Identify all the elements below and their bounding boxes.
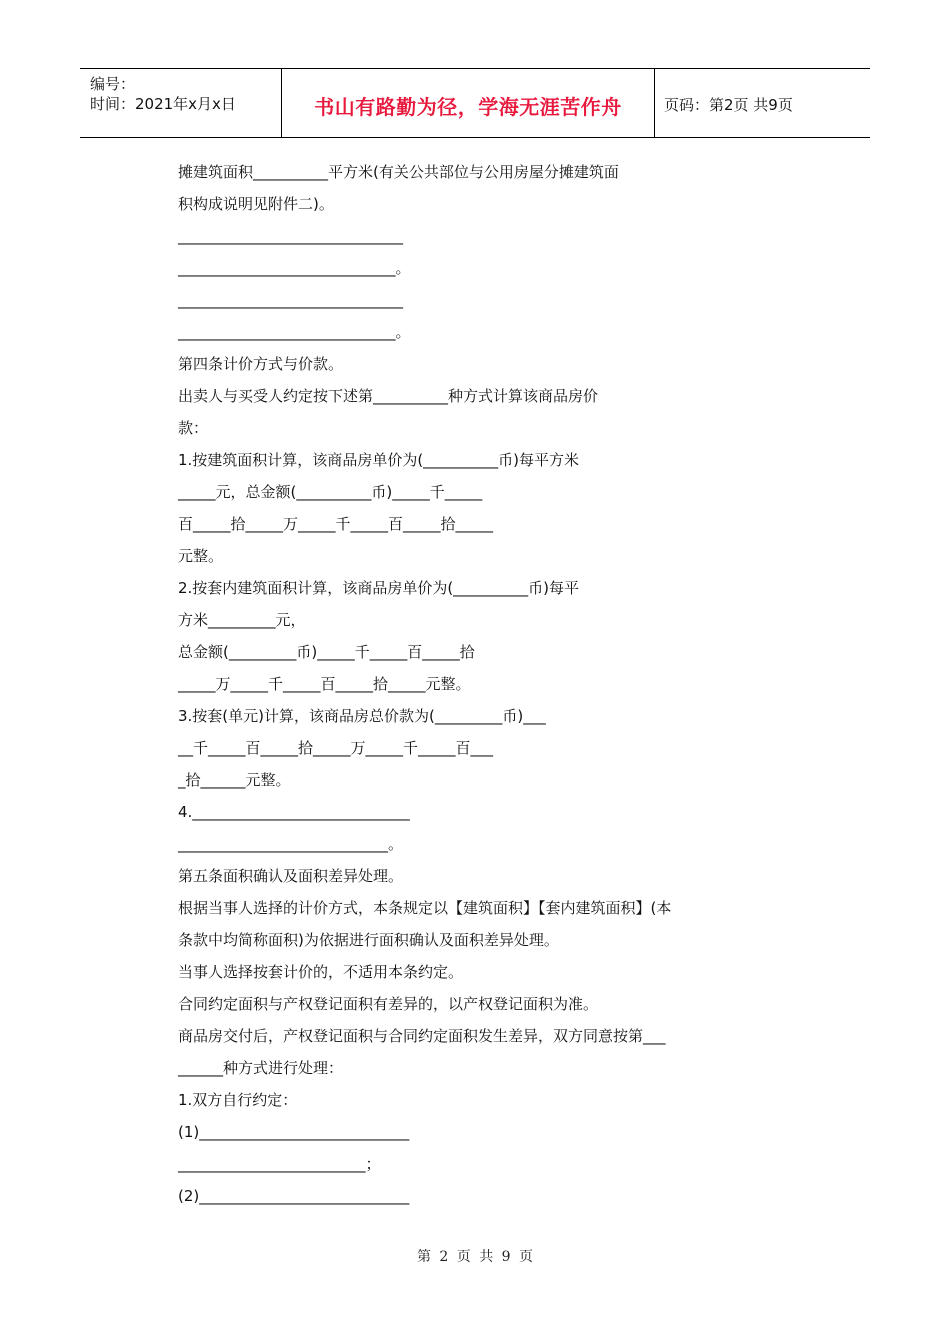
body-line: 款： (178, 419, 209, 437)
body-line: ______________________________ (178, 227, 403, 245)
body-line: 出卖人与买受人约定按下述第__________种方式计算该商品房价 (178, 387, 599, 405)
body-line: 3.按套(单元)计算，该商品房总价款为(_________币)___ (178, 707, 546, 725)
body-line: _____________________________。 (178, 259, 411, 277)
body-line: 4._____________________________ (178, 803, 410, 821)
header-motto: 书山有路勤为径，学海无涯苦作舟 (314, 95, 622, 119)
body-line: (1)____________________________ (178, 1123, 410, 1141)
document-time-label: 时间：2021年x月x日 (90, 95, 236, 113)
body-line: 摊建筑面积__________平方米(有关公共部位与公用房屋分摊建筑面 (178, 163, 619, 181)
body-line: _____万_____千_____百_____拾_____元整。 (178, 675, 471, 693)
body-line: _________________________； (178, 1155, 381, 1173)
page-header (80, 68, 870, 138)
body-line: 百_____拾_____万_____千_____百_____拾_____ (178, 515, 494, 533)
body-line: 当事人选择按套计价的，不适用本条约定。 (178, 963, 464, 981)
section-heading: 第五条面积确认及面积差异处理。 (178, 867, 404, 885)
header-motto-cell (281, 69, 655, 137)
header-left-cell (80, 69, 280, 137)
body-line: 1.双方自行约定： (178, 1091, 298, 1109)
section-heading: 第四条计价方式与价款。 (178, 355, 344, 373)
header-page-info: 页码：第2页 共9页 (664, 96, 793, 114)
body-line: 根据当事人选择的计价方式，本条规定以【建筑面积】【套内建筑面积】(本 (178, 899, 672, 917)
body-line: ______种方式进行处理： (178, 1059, 344, 1077)
body-line: 2.按套内建筑面积计算，该商品房单价为(__________币)每平 (178, 579, 580, 597)
body-line: 方米_________元， (178, 611, 306, 629)
body-line: ____________________________。 (178, 835, 404, 853)
body-line: 合同约定面积与产权登记面积有差异的，以产权登记面积为准。 (178, 995, 599, 1013)
body-line: __千_____百_____拾_____万_____千_____百___ (178, 739, 494, 757)
header-right-cell (654, 69, 870, 137)
page-footer: 第 2 页 共 9 页 (416, 1249, 534, 1265)
body-line: 1.按建筑面积计算，该商品房单价为(__________币)每平方米 (178, 451, 580, 469)
body-line: 总金额(_________币)_____千_____百_____拾 (178, 643, 475, 661)
document-number-label: 编号： (90, 75, 136, 93)
body-line: 商品房交付后，产权登记面积与合同约定面积发生差异，双方同意按第___ (178, 1027, 666, 1045)
body-line: _拾______元整。 (178, 771, 291, 789)
body-line: 元整。 (178, 547, 224, 565)
body-line: ______________________________ (178, 291, 403, 309)
body-line: _____________________________。 (178, 323, 411, 341)
body-line: (2)____________________________ (178, 1187, 410, 1205)
body-line: 条款中均简称面积)为依据进行面积确认及面积差异处理。 (178, 931, 559, 949)
body-line: _____元，总金额(__________币)_____千_____ (178, 483, 483, 501)
body-line: 积构成说明见附件二)。 (178, 195, 334, 213)
